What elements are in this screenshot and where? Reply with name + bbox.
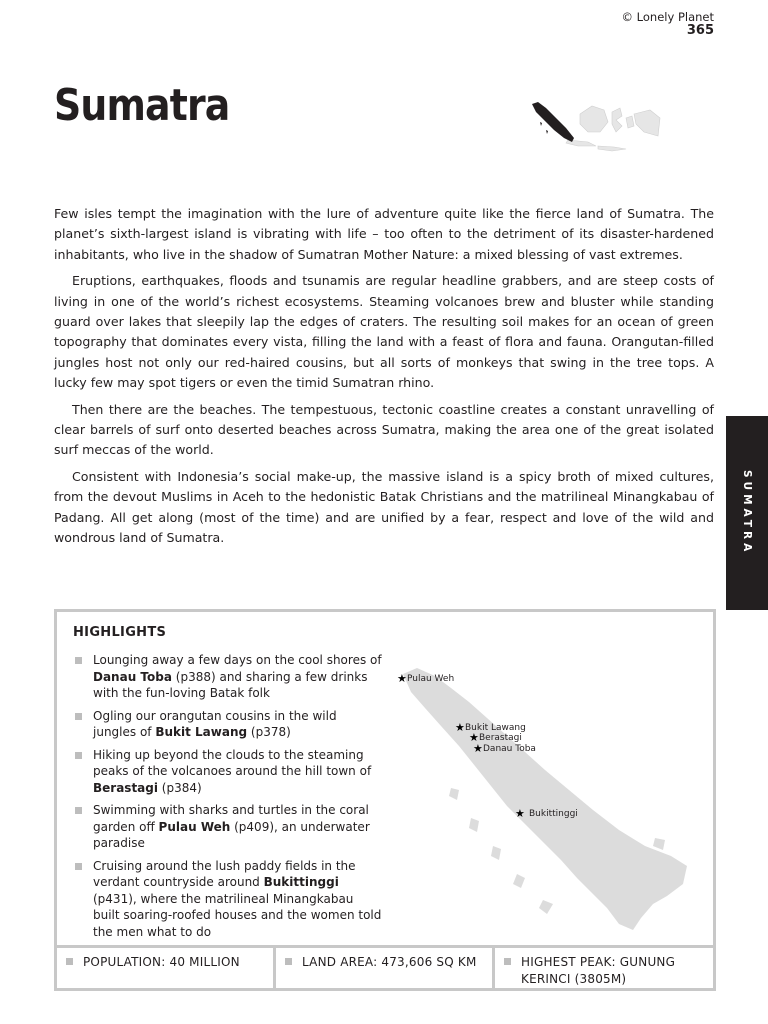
island-shape	[449, 788, 459, 800]
sumatra-island-shape	[403, 668, 687, 930]
island-shape	[513, 874, 525, 888]
indonesia-locator-map	[530, 96, 662, 158]
copyright: © Lonely Planet	[621, 10, 714, 24]
intro-paragraph: Consistent with Indonesia’s social make-up, the massive island is a spicy broth of mixed cultures, from the devout Muslims in Aceh to the hedonistic Batak Christians and the matrilineal Minangkabau of Padang. All get along (most of the time) and are unified by a fear, respect and love of the wild and wondrous land of Sumatra.	[54, 468, 714, 546]
nusa-tenggara-shape	[598, 146, 626, 151]
berastagi-star-icon: ★	[469, 731, 479, 744]
stats-row	[57, 945, 713, 991]
sumatra-highlights-map	[387, 638, 707, 938]
highlight-item: Hiking up beyond the clouds to the steaming peaks of the volcanoes around the hill town of Berastagi (p384)	[73, 747, 383, 797]
land-area-stat: LAND AREA: 473,606 SQ KM	[276, 948, 495, 991]
map-label-danau-toba: Danau Toba	[483, 744, 536, 754]
sumatra-islands-shape	[540, 122, 548, 134]
highlight-item: Cruising around the lush paddy fields in the verdant countryside around Bukittinggi (p431), where the matrilineal Minangkabau built soaring-roofed houses and the women told the men what to do	[73, 858, 383, 941]
intro-paragraph: Then there are the beaches. The tempestuous, tectonic coastline creates a constant unravelling of clear barrels of surf onto deserted beaches across Sumatra, making the area one of the great isolated surf meccas of the world.	[54, 401, 714, 458]
island-shape	[653, 838, 665, 850]
maluku-shape	[626, 116, 634, 128]
sulawesi-shape	[612, 108, 622, 132]
danau-toba-star-icon: ★	[473, 742, 483, 755]
page-title: Sumatra	[54, 80, 230, 131]
bukittinggi-star-icon: ★	[515, 807, 525, 820]
highlights-heading: HIGHLIGHTS	[73, 625, 167, 640]
chapter-side-tab	[726, 416, 768, 610]
highlight-place: Danau Toba	[93, 669, 172, 684]
intro-paragraph: Eruptions, earthquakes, floods and tsunamis are regular headline grabbers, and are steep costs of living in one of the world’s richest ecosystems. Steaming volcanoes brew and bluster while standing guard over lakes that sleepily lap the edges of craters. The resulting soil makes for an ocean of green topography that dominates every vista, filling the land with a feast of flora and fauna. Orangutan-filled jungles host not only our red-haired cousins, but all sorts of monkeys that swing in the tree tops. A lucky few may spot tigers or even the timid Sumatran rhino.	[54, 273, 714, 391]
highlight-place: Pulau Weh	[158, 819, 231, 834]
intro-text	[54, 204, 714, 555]
papua-shape	[634, 110, 660, 136]
sumatra-highlight-shape	[532, 102, 574, 142]
highlight-place: Berastagi	[93, 780, 158, 795]
population-stat: POPULATION: 40 MILLION	[57, 948, 276, 991]
page-header	[622, 10, 714, 38]
island-shape	[491, 846, 501, 860]
bukit-lawang-star-icon: ★	[455, 721, 465, 734]
highest-peak-stat: HIGHEST PEAK: GUNUNG KERINCI (3805M)	[495, 948, 713, 991]
borneo-shape	[580, 106, 608, 132]
highlight-item: Swimming with sharks and turtles in the coral garden off Pulau Weh (p409), an underwater paradise	[73, 802, 383, 852]
map-label-bukit-lawang: Bukit Lawang	[465, 723, 526, 733]
page-number: 365	[686, 23, 714, 38]
side-tab-label: SUMATRA	[741, 470, 753, 556]
highlight-item: Ogling our orangutan cousins in the wild jungles of Bukit Lawang (p378)	[73, 708, 383, 741]
highlights-box	[54, 609, 716, 991]
highlight-place: Bukit Lawang	[155, 725, 248, 739]
intro-paragraph: Few isles tempt the imagination with the lure of adventure quite like the fierce land of Sumatra. The planet’s sixth-largest island is vibrating with life – too often to the detriment of its disaster-hardened inhabitants, who live in the shadow of Sumatran Mother Nature: a mixed blessing of vast extremes.	[54, 206, 714, 262]
highlight-place: Bukittinggi	[263, 875, 339, 889]
highlights-list	[73, 652, 383, 946]
pulau-weh-star-icon: ★	[397, 672, 407, 685]
island-shape	[469, 818, 479, 832]
map-label-berastagi: Berastagi	[479, 733, 522, 743]
map-label-bukittinggi: Bukittinggi	[529, 809, 578, 819]
map-label-pulau-weh: Pulau Weh	[407, 674, 455, 684]
highlight-item: Lounging away a few days on the cool shores of Danau Toba (p388) and sharing a few drinks with the fun-loving Batak folk	[73, 652, 383, 702]
island-shape	[539, 900, 553, 914]
